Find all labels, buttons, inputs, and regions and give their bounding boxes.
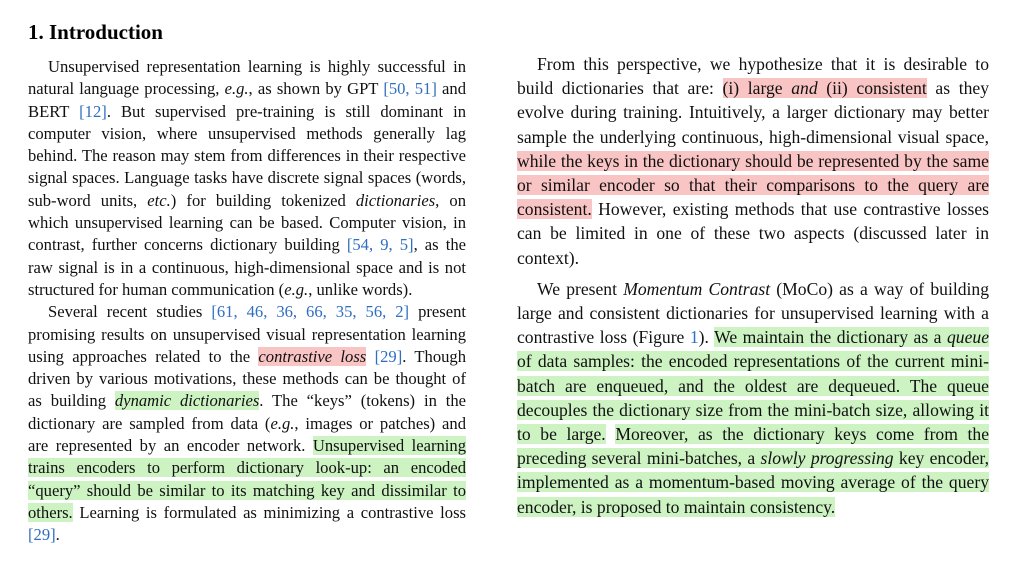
citation-link[interactable]: [29] bbox=[28, 525, 56, 545]
text-run: (i) large bbox=[722, 78, 792, 99]
text-run: slowly progressing bbox=[760, 448, 894, 469]
citation-link[interactable]: [12] bbox=[79, 101, 107, 121]
text-run: . The “keys” (tokens) in the dictionary are sampled from data ( bbox=[28, 391, 467, 433]
text-run: However, existing methods that use contrastive losses can be limited in one of these two aspects (discussed later in context). bbox=[517, 199, 989, 268]
intro-paragraph-4 bbox=[517, 277, 989, 519]
figure-ref-link[interactable]: 1 bbox=[689, 327, 699, 348]
text-run: ). bbox=[698, 327, 715, 348]
text-run: and BERT bbox=[28, 79, 466, 121]
text-run: ) for building tokenized bbox=[170, 190, 356, 210]
text-run: , images or patches) and are represented by an encoder network. bbox=[28, 413, 466, 456]
text-run: etc. bbox=[147, 190, 171, 210]
text-run: (ii) consistent bbox=[817, 78, 927, 99]
highlight-red bbox=[723, 78, 927, 98]
text-run: dictionaries bbox=[355, 190, 436, 210]
text-run: e.g. bbox=[270, 413, 295, 433]
right-column bbox=[517, 52, 989, 519]
text-run: , on which unsupervised learning can be based. Computer vision, in contrast, further concerns dictionary building bbox=[28, 190, 466, 255]
highlight-red: while the keys in the dictionary should be represented by the same or similar encoder so that their comparisons to the query are consistent. bbox=[517, 150, 989, 220]
text-run: Unsupervised representation learning is highly successful in natural language processing, bbox=[28, 57, 466, 99]
text-run bbox=[366, 347, 374, 366]
highlight-red: contrastive loss bbox=[258, 346, 367, 366]
intro-paragraph-1 bbox=[28, 56, 466, 301]
text-run: Moreover, as the dictionary keys come from the preceding several mini-batches, a bbox=[517, 424, 989, 469]
text-run: (MoCo) as a way of building large and consistent dictionaries for unsupervised learning with a contrastive loss (Figure bbox=[517, 278, 989, 348]
text-run: Learning is formulated as minimizing a contrastive loss bbox=[72, 502, 466, 522]
intro-paragraph-2 bbox=[28, 301, 466, 546]
text-run bbox=[606, 424, 616, 444]
text-run: , unlike words). bbox=[308, 279, 413, 299]
text-run: , as the raw signal is in a continuous, high-dimensional space and is not structured for human communication ( bbox=[28, 235, 466, 299]
text-run: , as shown by GPT bbox=[248, 79, 384, 99]
text-run: . bbox=[55, 525, 60, 545]
text-run: and bbox=[791, 78, 818, 99]
citation-link[interactable]: [29] bbox=[374, 346, 403, 366]
text-run: We present bbox=[537, 278, 624, 299]
text-run: queue bbox=[947, 327, 990, 348]
text-run: We maintain the dictionary as a bbox=[714, 327, 947, 348]
text-run: From this perspective, we hypothesize that it is desirable to build dictionaries that are: bbox=[517, 54, 989, 99]
text-run: e.g. bbox=[224, 79, 249, 99]
citation-link[interactable]: [61, 46, 36, 66, 35, 56, 2] bbox=[211, 302, 410, 322]
text-run: as they evolve during training. Intuitively, a larger dictionary may better sample the underlying continuous, high-dimensional visual space, bbox=[517, 78, 989, 147]
text-run: key encoder, implemented as a momentum-based moving average of the query encoder, is proposed to maintain consistency. bbox=[517, 448, 989, 517]
citation-link[interactable]: [54, 9, 5] bbox=[346, 235, 414, 255]
citation-link[interactable]: [50, 51] bbox=[383, 79, 437, 99]
highlight-green: Unsupervised learning trains encoders to perform dictionary look-up: an encoded “query” should be similar to its matching key and dissimilar to others. bbox=[28, 436, 466, 522]
text-run: . Though driven by various motivations, these methods can be thought of as building bbox=[28, 346, 467, 411]
text-run: of data samples: the encoded representations of the current mini-batch are enqueued, and the oldest are dequeued. The queue decouples the dictionary size from the mini-batch size, allowing it to be large. bbox=[517, 351, 989, 445]
left-column bbox=[28, 56, 466, 547]
text-run: Momentum Contrast bbox=[623, 278, 771, 299]
section-title: 1. Introduction bbox=[28, 20, 163, 44]
text-run: present promising results on unsupervised visual representation learning using approaches related to the bbox=[28, 302, 466, 366]
text-run: . But supervised pre-training is still dominant in computer vision, where unsupervised methods generally lag behind. The reason may stem from differences in their respective signal spaces. Language tasks have discrete signal spaces (words, sub-word units, bbox=[28, 101, 467, 210]
highlight-green: dynamic dictionaries bbox=[114, 391, 260, 411]
text-run: Several recent studies bbox=[48, 302, 212, 322]
text-run: e.g. bbox=[284, 279, 309, 299]
intro-paragraph-3 bbox=[517, 52, 989, 270]
